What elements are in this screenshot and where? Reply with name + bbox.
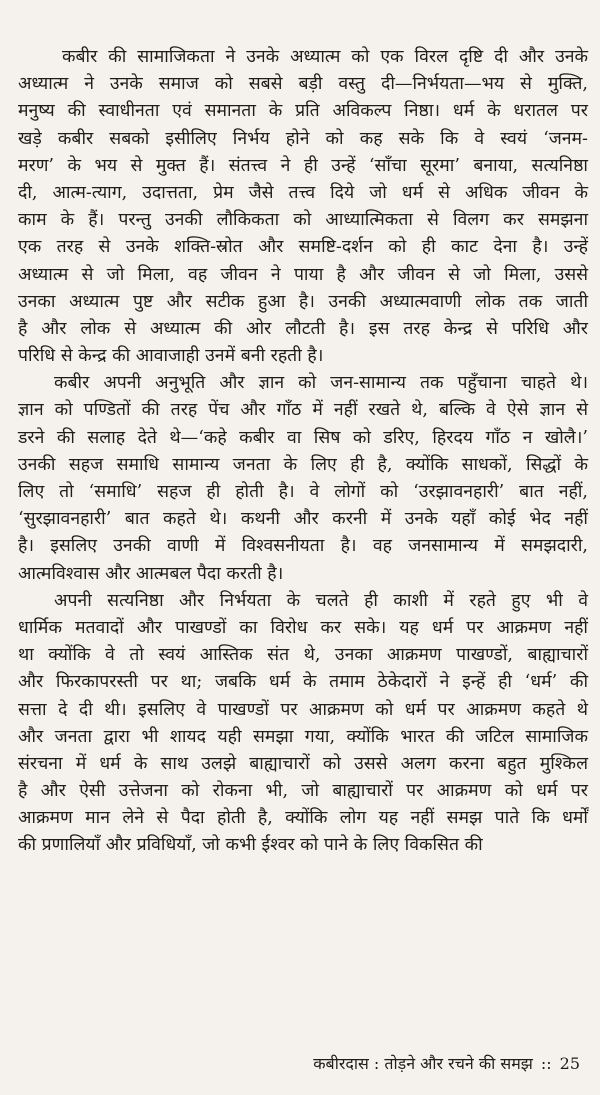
text-line: की प्रणालियाँ और प्रविधियाँ, जो कभी ईश्वर को पाने के लिए विकसित की bbox=[18, 835, 483, 856]
running-title: कबीरदास : तोड़ने और रचने की समझ bbox=[313, 1054, 533, 1073]
text-line: था क्योंकि वे तो स्वयं आस्तिक संत थे, उनका आक्रमण पाखण्डों, बाह्याचारों bbox=[18, 645, 588, 666]
text-line: एक तरह से उनके शक्ति-स्रोत और समष्टि-दर्शन को ही काट देना है। उन्हें bbox=[18, 237, 588, 258]
text-line: उनका अध्यात्म पुष्ट और सटीक हुआ है। उनकी अध्यात्मवाणी लोक तक जाती bbox=[18, 291, 588, 312]
text-line: है। इसलिए उनकी वाणी में विश्वसनीयता है। वह जनसामान्य में समझदारी, bbox=[18, 536, 588, 557]
text-line: खड़े कबीर सबको इसीलिए निर्भय होने को कह सके कि वे स्वयं ‘जनम- bbox=[18, 128, 588, 149]
text-line: लिए तो ‘समाधि’ सहज ही होती है। वे लोगों को ‘उरझावनहारी’ बात नहीं, bbox=[18, 482, 588, 502]
page-footer bbox=[313, 1052, 580, 1074]
text-line: ‘सुरझावनहारी’ बात कहते थे। कथनी और करनी में उनके यहाँ कोई भेद नहीं bbox=[18, 509, 588, 530]
text-line: उनकी सहज समाधि सामान्य जनता के लिए ही है, क्योंकि साधकों, सिद्धों के bbox=[18, 454, 588, 475]
page-number: 25 bbox=[559, 1054, 580, 1073]
text-line: परिधि से केन्द्र की आवाजाही उनमें बनी रहती है। bbox=[18, 346, 324, 367]
text-line: मरण’ के भय से मुक्त हैं। संतत्त्व ने ही उन्हें ‘साँचा सूरमा’ बनाया, सत्यनिष्ठा bbox=[18, 155, 588, 176]
text-line: कबीर अपनी अनुभूति और ज्ञान को जन-सामान्य तक पहुँचाना चाहते थे। bbox=[54, 373, 588, 394]
footer-separator: :: bbox=[540, 1054, 552, 1073]
text-line: अध्यात्म से जो मिला, वह जीवन ने पाया है और जीवन से जो मिला, उससे bbox=[18, 264, 588, 285]
text-line: धार्मिक मतवादों और पाखण्डों का विरोध कर सके। यह धर्म पर आक्रमण नहीं bbox=[18, 617, 588, 638]
paragraph-2 bbox=[18, 370, 588, 588]
text-line: कबीर की सामाजिकता ने उनके अध्यात्म को एक विरल दृष्टि दी और उनके bbox=[62, 47, 588, 67]
text-line: काम के हैं। परन्तु उनकी लौकिकता को आध्यात्मिकता से विलग कर समझना bbox=[18, 210, 589, 231]
text-line: आक्रमण मान लेने से पैदा होती है, क्योंकि लोग यह नहीं समझ पाते कि धर्मों bbox=[18, 808, 588, 829]
text-line: और फिरकापरस्ती पर था; जबकि धर्म के तमाम ठेकेदारों ने इन्हें ही ‘धर्म’ की bbox=[18, 672, 588, 693]
text-line: सत्ता दे दी थी। इसलिए वे पाखण्डों पर आक्रमण को धर्म पर आक्रमण कहते थे bbox=[18, 699, 588, 720]
body-text bbox=[18, 44, 588, 860]
text-line: संरचना में धर्म के साथ उलझे बाह्याचारों को उससे अलग करना बहुत मुश्किल bbox=[18, 753, 588, 774]
text-line: दी, आत्म-त्याग, उदात्तता, प्रेम जैसे तत्त्व दिये जो धर्म से अधिक जीवन के bbox=[18, 182, 588, 203]
text-line: है और लोक से अध्यात्म की ओर लौटती है। इस तरह केन्द्र से परिधि और bbox=[18, 318, 588, 339]
paragraph-1 bbox=[18, 44, 588, 370]
text-line: मनुष्य की स्वाधीनता एवं समानता के प्रति अविकल्प निष्ठा। धर्म के धरातल पर bbox=[18, 101, 588, 122]
text-line: और जनता द्वारा भी शायद यही समझा गया, क्योंकि भारत की जटिल सामाजिक bbox=[18, 726, 588, 747]
text-line: अध्यात्म ने उनके समाज को सबसे बड़ी वस्तु दी—निर्भयता—भय से मुक्ति, bbox=[18, 74, 588, 95]
text-line: डरने की सलाह देते थे—‘कहे कबीर वा सिष को डरिए, हिरदय गाँठ न खोलै।’ bbox=[18, 427, 588, 448]
paragraph-3 bbox=[18, 588, 588, 860]
text-line: अपनी सत्यनिष्ठा और निर्भयता के चलते ही काशी में रहते हुए भी वे bbox=[54, 590, 588, 611]
text-line: है और ऐसी उत्तेजना को रोकना भी, जो बाह्याचारों पर आक्रमण को धर्म पर bbox=[18, 781, 588, 802]
text-line: आत्मविश्वास और आत्मबल पैदा करती है। bbox=[18, 563, 284, 584]
text-line: ज्ञान को पण्डितों की तरह पेंच और गाँठ में नहीं रखते थे, बल्कि वे ऐसे ज्ञान से bbox=[18, 400, 588, 421]
